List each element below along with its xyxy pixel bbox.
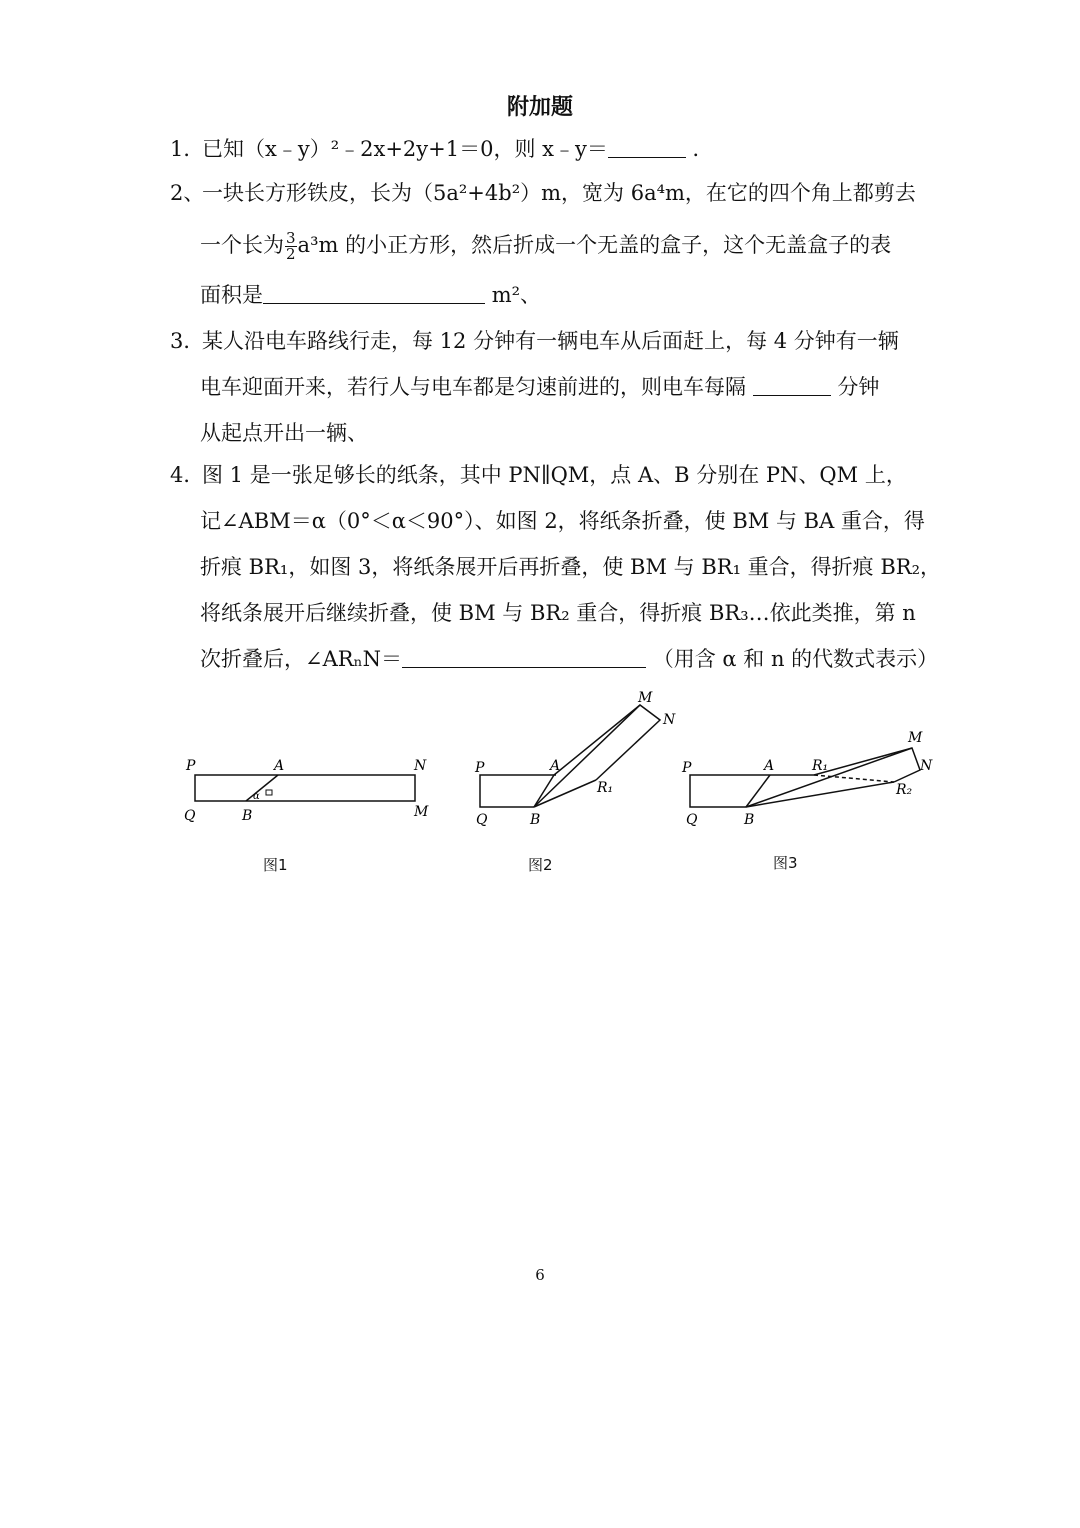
- question-number: 2、: [170, 181, 205, 205]
- question-text-line2: 记∠ABM＝α（0°＜α＜90°）、如图 2，将纸条折叠，使 BM 与 BA 重合，得: [200, 509, 925, 533]
- fig3-label-M: M: [908, 730, 923, 746]
- answer-blank[interactable]: [402, 645, 646, 668]
- fig1-label-M: M: [414, 804, 429, 820]
- answer-blank[interactable]: [753, 373, 831, 396]
- fig2-label-Q: Q: [476, 812, 488, 828]
- fig3-label-P: P: [682, 760, 692, 776]
- fig3-label-B: B: [744, 812, 755, 828]
- fig1-label-P: P: [186, 758, 196, 774]
- page-title: 附加题: [506, 94, 573, 120]
- question-number: 3．: [170, 329, 205, 353]
- question-text-line2b: a³m 的小正方形，然后折成一个无盖的盒子，这个无盖盒子的表: [297, 233, 892, 257]
- question-3: [170, 318, 950, 456]
- fig2-label-B: B: [530, 812, 541, 828]
- question-text-line5b: （用含 α 和 n 的代数式表示）: [652, 647, 939, 671]
- fig2-label-R1: R₁: [597, 780, 614, 796]
- question-number: 4．: [170, 463, 205, 487]
- fig1-label-alpha: α: [253, 791, 260, 802]
- figure-1-diagram: [195, 775, 415, 801]
- question-text-line4: 将纸条展开后继续折叠，使 BM 与 BR₂ 重合，得折痕 BR₃…依此类推，第 n: [200, 601, 916, 625]
- question-2: [170, 170, 950, 318]
- fig3-label-A: A: [764, 758, 775, 774]
- fraction-numerator: 3: [286, 229, 296, 247]
- question-text-line1: 一块长方形铁皮，长为（5a²+4b²）m，宽为 6a⁴m，在它的四个角上都剪去: [202, 181, 916, 205]
- fig3-label-N: N: [920, 758, 933, 774]
- question-text-line5a: 次折叠后，∠ARₙN＝: [200, 647, 403, 671]
- question-text-line1: 图 1 是一张足够长的纸条，其中 PN∥QM，点 A、B 分别在 PN、QM 上，: [202, 463, 907, 487]
- page-number: 6: [535, 1266, 545, 1284]
- question-text-line3b: m²、: [491, 283, 542, 307]
- figure-3-diagram: [690, 748, 920, 807]
- fig2-label-M: M: [638, 690, 653, 706]
- fig2-label-N: N: [663, 712, 676, 728]
- fig3-label-Q: Q: [686, 812, 698, 828]
- answer-blank[interactable]: [608, 135, 686, 158]
- fig1-label-B: B: [242, 808, 253, 824]
- figure-1-caption: 图1: [263, 856, 288, 874]
- fraction-denominator: 2: [286, 245, 296, 263]
- fig1-label-A: A: [274, 758, 285, 774]
- fig1-label-N: N: [414, 758, 427, 774]
- question-text-line3a: 面积是: [200, 283, 263, 307]
- question-1: [170, 126, 950, 172]
- fig3-label-R1: R₁: [812, 758, 829, 774]
- answer-blank[interactable]: [263, 281, 485, 304]
- question-text-line2b: 分钟: [837, 375, 880, 399]
- figure-2-caption: 图2: [528, 856, 553, 874]
- question-text: 已知（x﹣y）²﹣2x+2y+1＝0，则 x﹣y＝: [202, 137, 608, 161]
- figure-3-caption: 图3: [773, 854, 798, 872]
- question-text-line1: 某人沿电车路线行走，每 12 分钟有一辆电车从后面赶上，每 4 分钟有一辆: [202, 329, 899, 353]
- question-text-line2a: 电车迎面开来，若行人与电车都是匀速前进的，则电车每隔: [200, 375, 746, 399]
- question-text-line2a: 一个长为: [200, 233, 284, 257]
- question-text-line3: 折痕 BR₁，如图 3，将纸条展开后再折叠，使 BM 与 BR₁ 重合，得折痕 BR₂，: [200, 555, 942, 579]
- question-text-line3: 从起点开出一辆、: [200, 421, 368, 445]
- fig3-label-R2: R₂: [896, 782, 913, 798]
- fig2-label-P: P: [475, 760, 485, 776]
- fig1-label-Q: Q: [184, 808, 196, 824]
- question-end: ．: [692, 137, 714, 161]
- fig2-label-A: A: [550, 758, 561, 774]
- figure-2-diagram: [480, 705, 660, 807]
- fraction: [285, 231, 297, 262]
- question-number: 1．: [170, 137, 205, 161]
- question-4: [170, 452, 950, 682]
